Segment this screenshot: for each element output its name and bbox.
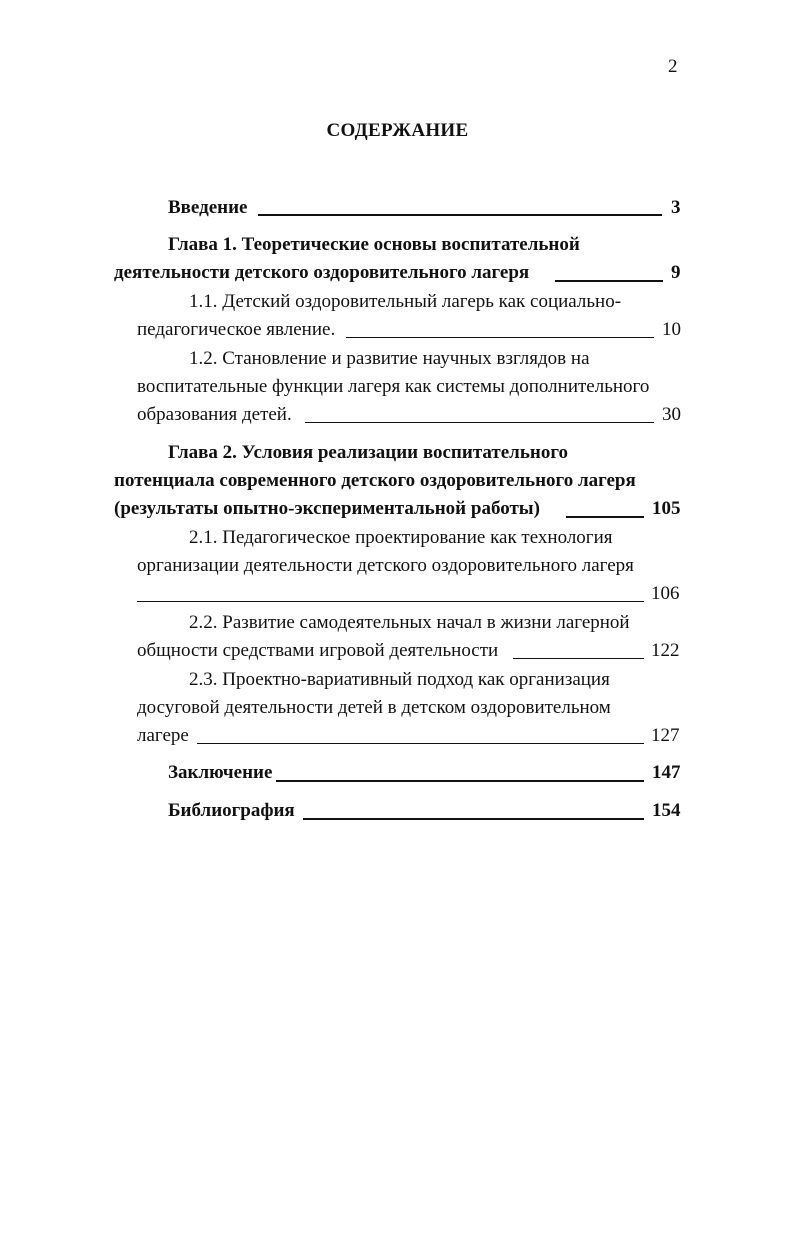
toc-leader — [566, 516, 644, 518]
toc-label: Библиография — [168, 800, 295, 821]
toc-page: 106 — [651, 583, 680, 604]
toc-label: Заключение — [168, 762, 273, 783]
toc-label-line3: (результаты опытно-экспериментальной работы) — [114, 498, 540, 519]
toc-leader — [555, 280, 663, 282]
toc-leader — [303, 818, 644, 820]
toc-leader — [305, 422, 654, 423]
toc-label-line1: 2.3. Проектно-вариативный подход как организация — [189, 669, 610, 690]
toc-label-line3: лагере — [137, 725, 189, 746]
toc-leader — [513, 658, 644, 659]
toc-label-line1: 2.1. Педагогическое проектирование как технология — [189, 527, 613, 548]
page-number: 2 — [668, 56, 678, 77]
toc-page: 122 — [651, 640, 680, 661]
toc-page: 154 — [652, 800, 681, 821]
toc-leader — [258, 214, 662, 216]
toc-leader — [137, 601, 644, 602]
toc-label-line2: досуговой деятельности детей в детском оздоровительном — [137, 697, 611, 718]
toc-page: 127 — [651, 725, 680, 746]
toc-label-line2: деятельности детского оздоровительного лагеря — [114, 262, 530, 283]
toc-label-line1: Глава 1. Теоретические основы воспитательной — [168, 234, 580, 255]
toc-leader — [346, 337, 654, 338]
toc-label-line2: потенциала современного детского оздоровительного лагеря — [114, 470, 636, 491]
toc-label-line1: Глава 2. Условия реализации воспитательного — [168, 442, 568, 463]
toc-label-line2: организации деятельности детского оздоровительного лагеря — [137, 555, 634, 576]
toc-label-line2: педагогическое явление. — [137, 319, 336, 340]
toc-page: 10 — [662, 319, 681, 340]
toc-page: 3 — [671, 197, 681, 218]
toc-label-line1: 1.1. Детский оздоровительный лагерь как социально- — [189, 291, 622, 312]
toc-label-line3: образования детей. — [137, 404, 292, 425]
page-title: СОДЕРЖАНИЕ — [326, 120, 469, 141]
toc-leader — [276, 780, 644, 782]
toc-leader — [197, 743, 644, 744]
toc-page: 9 — [671, 262, 681, 283]
toc-page: 147 — [652, 762, 681, 783]
toc-label-line1: 2.2. Развитие самодеятельных начал в жизни лагерной — [189, 612, 630, 633]
toc-label-line2: воспитательные функции лагеря как системы дополнительного — [137, 376, 650, 397]
toc-label-line2: общности средствами игровой деятельности — [137, 640, 499, 661]
toc-page: 30 — [662, 404, 681, 425]
toc-label-line1: 1.2. Становление и развитие научных взглядов на — [189, 348, 590, 369]
toc-page: 105 — [652, 498, 681, 519]
toc-label: Введение — [168, 197, 248, 218]
